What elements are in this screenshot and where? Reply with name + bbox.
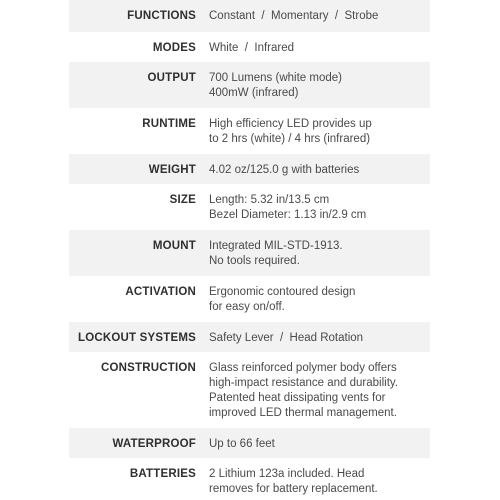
spec-value-line: High efficiency LED provides up <box>209 118 372 130</box>
spec-value <box>196 285 430 315</box>
spec-value-line: high-impact resistance and durability. <box>209 377 398 389</box>
spec-label: BATTERIES <box>129 468 196 480</box>
spec-value-line: No tools required. <box>209 255 300 267</box>
spec-value-line: Up to 66 feet <box>209 438 275 450</box>
spec-value-line: 4.02 oz/125.0 g with batteries <box>209 164 360 176</box>
spec-label: MODES <box>152 42 196 54</box>
spec-value <box>196 437 430 452</box>
spec-value <box>196 361 430 421</box>
spec-value <box>196 71 430 101</box>
spec-row-runtime <box>69 108 430 154</box>
spec-value-line: Glass reinforced polymer body offers <box>209 362 397 374</box>
spec-value-line: 700 Lumens (white mode) <box>209 72 342 84</box>
spec-value <box>196 117 430 147</box>
spec-label: MOUNT <box>152 240 196 252</box>
spec-label: ACTIVATION <box>125 286 196 298</box>
spec-label: WATERPROOF <box>112 438 196 450</box>
spec-value-line: Bezel Diameter: 1.13 in/2.9 cm <box>209 209 367 221</box>
spec-row-weight <box>69 154 430 184</box>
spec-value <box>196 41 430 56</box>
spec-value-line: Constant / Momentary / Strobe <box>209 10 379 22</box>
spec-row-construction <box>69 352 430 428</box>
spec-value <box>196 239 430 269</box>
spec-value-line: Safety Lever / Head Rotation <box>209 332 364 344</box>
spec-label: OUTPUT <box>147 72 196 84</box>
spec-label: FUNCTIONS <box>127 10 196 22</box>
spec-value-line: Patented heat dissipating vents for <box>209 392 386 404</box>
spec-value-line: 2 Lithium 123a included. Head <box>209 468 365 480</box>
spec-value-line: for easy on/off. <box>209 301 285 313</box>
spec-row-output <box>69 62 430 108</box>
spec-row-activation <box>69 276 430 322</box>
spec-row-size <box>69 184 430 230</box>
spec-row-mount <box>69 230 430 276</box>
spec-row-lockout-systems <box>69 322 430 352</box>
spec-value <box>196 331 430 346</box>
spec-value-line: improved LED thermal management. <box>209 407 397 419</box>
spec-value <box>196 193 430 223</box>
spec-label: LOCKOUT SYSTEMS <box>77 332 196 344</box>
spec-value-line: Length: 5.32 in/13.5 cm <box>209 194 330 206</box>
spec-value-line: removes for battery replacement. <box>209 483 378 495</box>
spec-label: CONSTRUCTION <box>100 362 196 374</box>
spec-value <box>196 163 430 178</box>
spec-table <box>69 0 430 500</box>
spec-value-line: White / Infrared <box>209 42 295 54</box>
spec-label: WEIGHT <box>148 164 196 176</box>
spec-value <box>196 467 430 497</box>
spec-label: SIZE <box>169 194 196 206</box>
spec-row-modes <box>69 32 430 62</box>
spec-value-line: Integrated MIL-STD-1913. <box>209 240 343 252</box>
spec-row-functions <box>69 0 430 32</box>
spec-value-line: to 2 hrs (white) / 4 hrs (infrared) <box>209 133 371 145</box>
spec-value-line: 400mW (infrared) <box>209 87 299 99</box>
spec-label: RUNTIME <box>142 118 196 130</box>
spec-row-waterproof <box>69 428 430 458</box>
spec-row-batteries <box>69 458 430 500</box>
spec-value <box>196 9 430 24</box>
spec-value-line: Ergonomic contoured design <box>209 286 356 298</box>
